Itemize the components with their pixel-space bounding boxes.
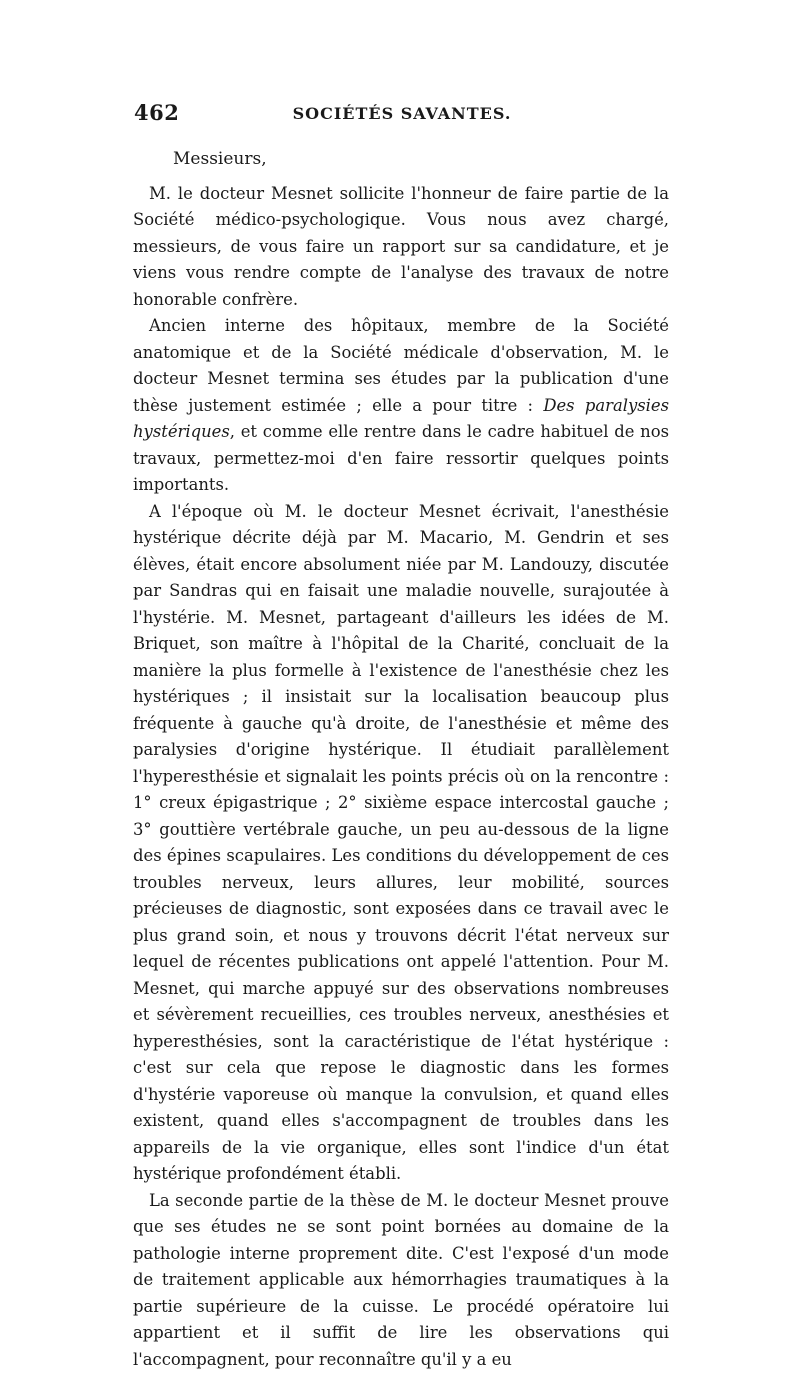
paragraph-second-part: La seconde partie de la thèse de M. le docteur Mesnet prouve que ses études ne se sont point bornées au domaine de la pathologie interne proprement dite. C'est l'exposé d'un mode de traitement applicable aux hémorrhagies traumatiques à la partie supérieure de la cuisse. Le procédé opératoire lui appartient et il suffit de lire les observations qui l'accompagnent, pour reconnaître qu'il y a eu [133, 1188, 669, 1373]
paragraph-anesthesia: A l'époque où M. le docteur Mesnet écrivait, l'anesthésie hystérique décrite déjà par M. Macario, M. Gendrin et ses élèves, était encore absolument niée par M. Landouzy, discutée par Sandras qui en faisait une maladie nouvelle, surajoutée à l'hystérie. M. Mesnet, partageant d'ailleurs les idées de M. Briquet, son maître à l'hôpital de la Charité, concluait de la manière la plus formelle à l'existence de l'anesthésie chez les hystériques ; il insistait sur la localisation beaucoup plus fréquente à gauche qu'à droite, de l'anesthésie et même des paralysies d'origine hystérique. Il étudiait parallèlement l'hyperesthésie et signalait les points précis où on la rencontre : 1° creux épigastrique ; 2° sixième espace intercostal gauche ; 3° gouttière vertébrale gauche, un peu au-dessous de la ligne des épines scapulaires. Les conditions du développement de ces troubles nerveux, leurs allures, leur mobilité, sources précieuses de diagnostic, sont exposées dans ce travail avec le plus grand soin, et nous y trouvons décrit l'état nerveux sur lequel de récentes publications ont appelé l'attention. Pour M. Mesnet, qui marche appuyé sur des observations nombreuses et sévèrement recueillies, ces troubles nerveux, anesthésies et hyperesthésies, sont la caractéristique de l'état hystérique : c'est sur cela que repose le diagnostic dans les formes d'hystérie vaporeuse où manque la convulsion, et quand elles existent, quand elles s'accompagnent de troubles dans les appareils de la vie organique, elles sont l'indice d'un état hystérique profondément établi. [133, 499, 669, 1188]
paragraph-candidature: M. le docteur Mesnet sollicite l'honneur de faire partie de la Société médico-psychologique. Vous nous avez chargé, messieurs, de vous faire un rapport sur sa candidature, et je viens vous rendre compte de l'analyse des travaux de notre honorable confrère. [133, 181, 669, 314]
thesis-title: Des paralysies hystériques [133, 396, 669, 442]
page-number: 462 [134, 100, 179, 125]
paragraph-thesis-outro: , et comme elle rentre dans le cadre habituel de nos travaux, permettez-moi d'en faire ressortir quelques points importants. [133, 422, 669, 494]
paragraph-thesis-intro: Ancien interne des hôpitaux, membre de la Société anatomique et de la Société médicale d'observation, M. le docteur Mesnet termina ses études par la publication d'une thèse justement estimée ; elle a pour titre : [133, 316, 669, 415]
salutation: Messieurs, [173, 146, 669, 173]
running-title: SOCIÉTÉS SAVANTES. [134, 104, 670, 123]
running-head [134, 100, 670, 130]
body-text [133, 142, 669, 1373]
paragraph-thesis [133, 313, 669, 499]
